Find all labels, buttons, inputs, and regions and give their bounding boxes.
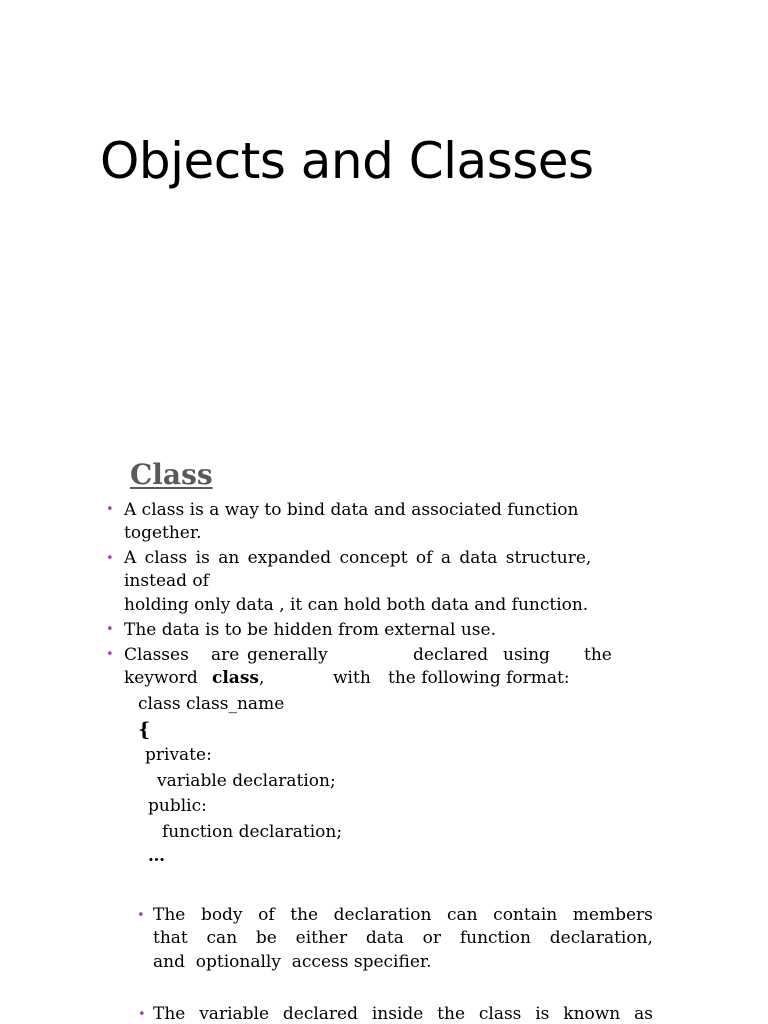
word: known [563, 1004, 621, 1024]
word: the [290, 905, 319, 925]
word: can [446, 905, 478, 925]
word: that [153, 928, 188, 948]
bullet-marker: • [106, 622, 114, 637]
word: declaration, [549, 928, 653, 948]
word: declaration [333, 905, 432, 925]
code-line: function declaration; [162, 822, 343, 842]
code-line: public: [148, 796, 207, 816]
code-line: … [148, 846, 165, 866]
word: as [634, 1004, 653, 1024]
code-line: private: [145, 745, 212, 765]
word: inside [371, 1004, 424, 1024]
word: body [200, 905, 243, 925]
word: class [478, 1004, 522, 1024]
sub-bullet-marker: • [137, 908, 145, 923]
bullet-text: the [584, 645, 612, 665]
sub-bullet-line: and optionally access specifier. [153, 952, 432, 972]
word: or [422, 928, 442, 948]
bullet-text: keyword [124, 668, 198, 688]
bullet-text: instead of [124, 571, 209, 591]
code-line: { [138, 719, 151, 741]
word: be [255, 928, 277, 948]
word: contain [493, 905, 558, 925]
word: declared [282, 1004, 358, 1024]
word: either [295, 928, 348, 948]
keyword-class-bold: class [212, 668, 259, 688]
section-heading: Class [130, 458, 213, 491]
word: variable [199, 1004, 270, 1024]
bullet-text: declared [413, 645, 489, 665]
code-line: variable declaration; [157, 771, 336, 791]
bullet-text: using [503, 645, 550, 665]
sub-bullet-line [153, 1004, 653, 1024]
bullet-text: together. [124, 523, 202, 543]
word: data [365, 928, 404, 948]
bullet-text: The data is to be hidden from external use. [124, 620, 496, 640]
word: can [206, 928, 238, 948]
bullet-text: with [333, 668, 371, 688]
code-line: class class_name [138, 694, 285, 714]
bullet-text [124, 548, 644, 568]
word: is [535, 1004, 550, 1024]
bullet-text: the following format: [388, 668, 570, 688]
sub-bullet-marker: • [138, 1007, 146, 1022]
bullet-marker: • [106, 647, 114, 662]
keyword-comma: , [258, 668, 265, 688]
sub-bullet-line [153, 928, 653, 948]
bullet-text: generally [247, 645, 328, 665]
word: members [572, 905, 653, 925]
bullet-marker: • [106, 551, 114, 566]
slide-title: Objects and Classes [100, 132, 594, 190]
bullet-marker: • [106, 502, 114, 517]
bullet-text-words: A class is an expanded concept of a data structure, [124, 548, 592, 568]
sub-bullet-line [153, 905, 653, 925]
bullet-text: Classes [124, 645, 189, 665]
word: the [437, 1004, 466, 1024]
word: of [258, 905, 275, 925]
bullet-text: A class is a way to bind data and associated function [124, 500, 579, 520]
keyword-class [212, 668, 264, 688]
word: The [153, 1004, 186, 1024]
word: The [153, 905, 186, 925]
bullet-text: holding only data , it can hold both data and function. [124, 595, 589, 615]
word: function [459, 928, 531, 948]
bullet-text: are [211, 645, 240, 665]
